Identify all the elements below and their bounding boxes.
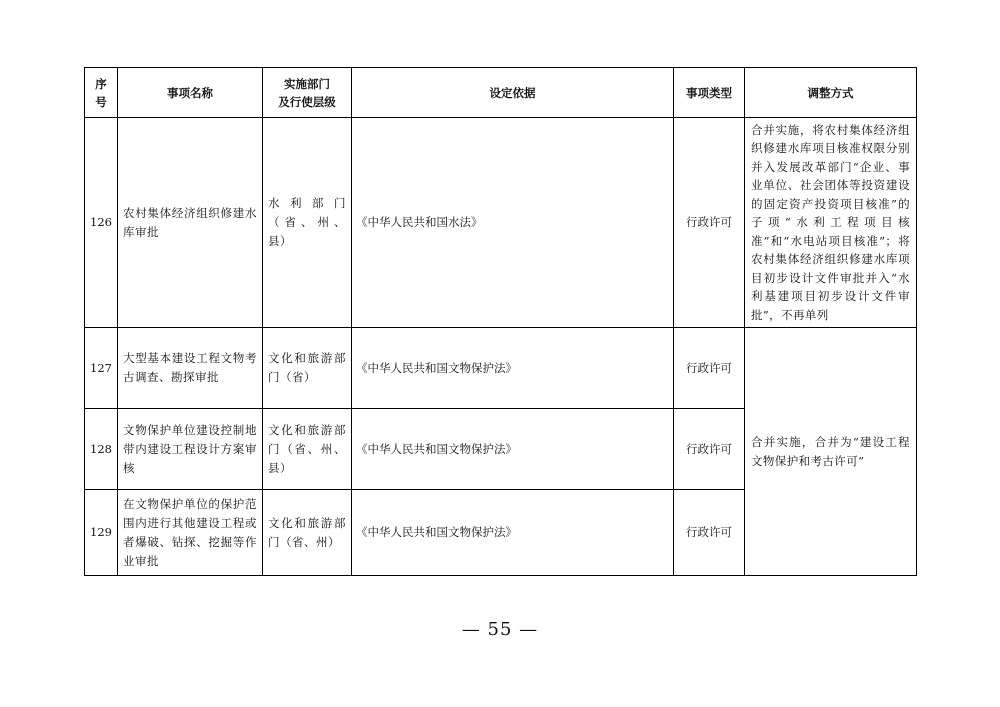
row-type: 行政许可: [674, 118, 745, 328]
row-name: 文物保护单位建设控制地带内建设工程设计方案审核: [118, 409, 263, 490]
row-name: 大型基本建设工程文物考古调查、勘探审批: [118, 328, 263, 409]
row-name: 农村集体经济组织修建水库审批: [118, 118, 263, 328]
table-row: [85, 328, 917, 409]
row-basis: 《中华人民共和国文物保护法》: [352, 328, 674, 409]
header-no: [85, 68, 118, 118]
merged-adjust: 合并实施，合并为“建设工程文物保护和考古许可”: [745, 328, 917, 576]
header-row: [85, 68, 917, 118]
row-no: 127: [85, 328, 118, 409]
row-no: 129: [85, 490, 118, 576]
row-basis: 《中华人民共和国文物保护法》: [352, 409, 674, 490]
row-name: 在文物保护单位的保护范围内进行其他建设工程或者爆破、钻探、挖掘等作业审批: [118, 490, 263, 576]
row-basis: 《中华人民共和国文物保护法》: [352, 490, 674, 576]
document-sheet: [84, 67, 916, 576]
header-adjust: 调整方式: [745, 68, 917, 118]
row-dept: 水利部门（省、州、县）: [263, 118, 352, 328]
row-dept: 文化和旅游部门（省、州、县）: [263, 409, 352, 490]
row-adjust: 合并实施，将农村集体经济组织修建水库项目核准权限分别并入发展改革部门“企业、事业单位、社会团体等投资建设的固定资产投资项目核准”的子项“水利工程项目核准”和“水电站项目核准”；将农村集体经济组织修建水库项目初步设计文件审批并入“水利基建项目初步设计文件审批”，不再单列: [745, 118, 917, 328]
header-basis: 设定依据: [352, 68, 674, 118]
row-type: 行政许可: [674, 328, 745, 409]
header-dept: [263, 68, 352, 118]
row-type: 行政许可: [674, 409, 745, 490]
row-no: 128: [85, 409, 118, 490]
row-dept: 文化和旅游部门（省、州）: [263, 490, 352, 576]
table-row: [85, 118, 917, 328]
header-dept-label: 实施部门 及行使层级: [278, 76, 336, 109]
header-no-label: 序 号: [95, 76, 107, 109]
row-no: 126: [85, 118, 118, 328]
header-name: 事项名称: [118, 68, 263, 118]
page-number: — 55 —: [461, 619, 539, 640]
row-basis: 《中华人民共和国水法》: [352, 118, 674, 328]
row-dept: 文化和旅游部门（省）: [263, 328, 352, 409]
row-type: 行政许可: [674, 490, 745, 576]
header-type: 事项类型: [674, 68, 745, 118]
items-table: [84, 67, 917, 576]
